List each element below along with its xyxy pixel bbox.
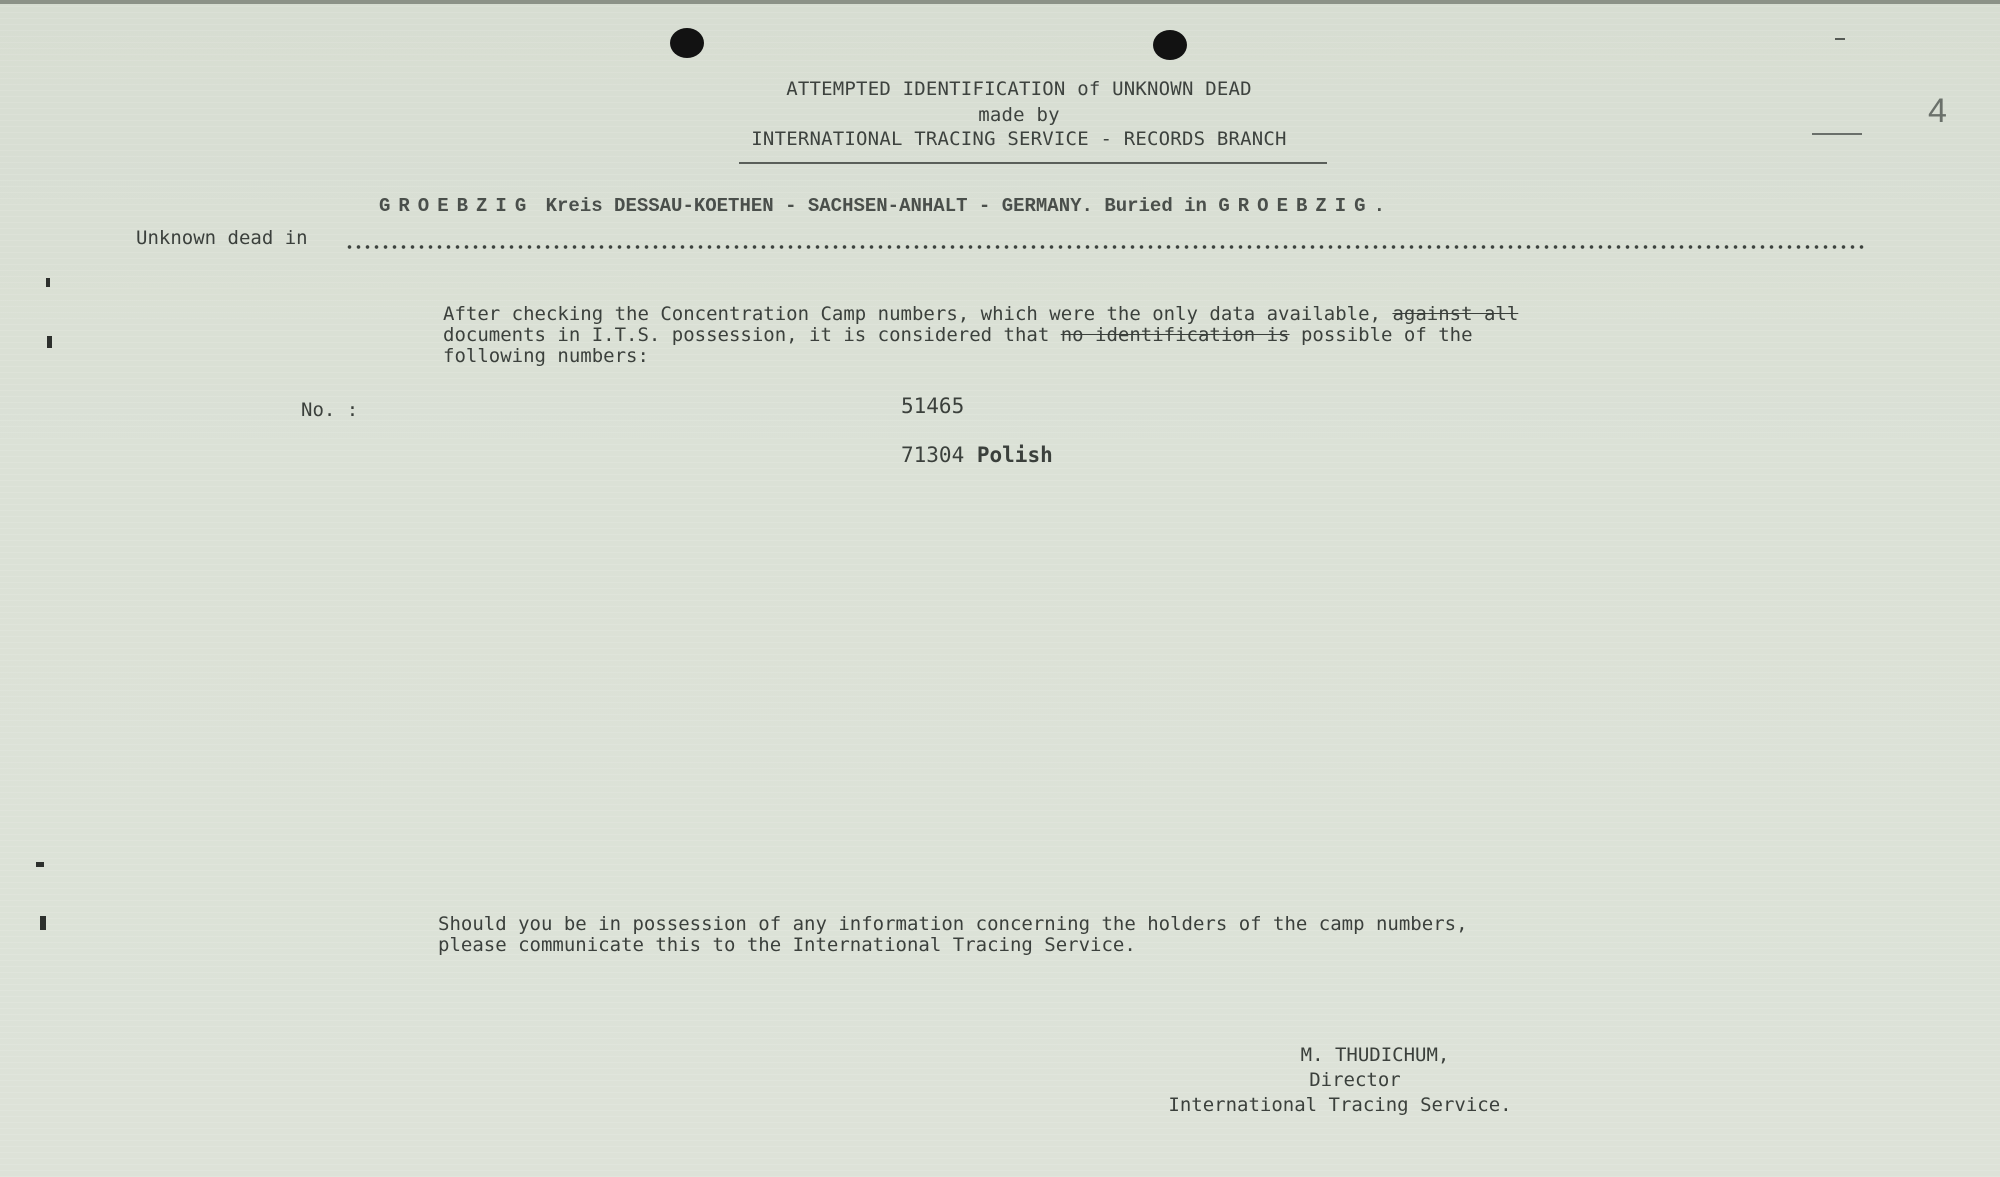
camp-number-value: 51465 — [901, 394, 965, 418]
buried-town-period: . — [1373, 195, 1385, 217]
signatory-name: M. THUDICHUM, — [1300, 1044, 1450, 1066]
nationality-note: Polish — [976, 443, 1053, 467]
paragraph-line-1-struck: against all — [1392, 303, 1519, 325]
margin-mark — [36, 862, 44, 867]
paragraph-line-2 — [443, 325, 1518, 346]
buried-label: Buried in — [1104, 195, 1207, 217]
paragraph-line-2-text: documents in I.T.S. possession, it is considered that — [443, 324, 1050, 346]
punch-hole-left — [670, 28, 704, 58]
margin-mark — [1812, 133, 1862, 135]
closing-line-1: Should you be in possession of any information concerning the holders of the camp numbers, — [438, 913, 1468, 935]
signatory-organization: International Tracing Service. — [1168, 1094, 1512, 1116]
location-town: GROEBZIG — [379, 195, 535, 217]
signature-block — [1145, 1043, 1535, 1118]
camp-number — [901, 443, 1053, 467]
paragraph-line-2-struck: no identification is — [1060, 324, 1290, 346]
page-number: 4 — [1928, 92, 1947, 130]
dotted-fill-line — [345, 244, 1867, 250]
margin-mark — [46, 278, 50, 287]
paragraph-line-1-text: After checking the Concentration Camp numbers, which were the only data available, — [443, 303, 1381, 325]
margin-mark — [47, 336, 52, 348]
paragraph-line-2-end: possible of the — [1300, 324, 1473, 346]
signatory-title: Director — [1309, 1069, 1401, 1091]
buried-town: GROEBZIG — [1218, 195, 1374, 217]
header-organization: INTERNATIONAL TRACING SERVICE - RECORDS BRANCH — [751, 128, 1287, 150]
margin-mark — [1835, 38, 1845, 40]
unknown-dead-label: Unknown dead in — [136, 227, 308, 249]
header-subtitle: made by — [978, 104, 1060, 126]
camp-number-value: 71304 — [901, 443, 965, 467]
header-title: ATTEMPTED IDENTIFICATION of UNKNOWN DEAD — [786, 78, 1252, 100]
location-district: Kreis DESSAU-KOETHEN - SACHSEN-ANHALT - GERMANY. — [545, 195, 1093, 217]
closing-line-2: please communicate this to the International Tracing Service. — [438, 934, 1136, 956]
paper-top-edge — [0, 0, 2000, 4]
closing-paragraph — [438, 914, 1468, 956]
camp-number — [901, 394, 964, 418]
margin-mark — [40, 916, 46, 930]
paragraph-line-1 — [443, 304, 1518, 325]
info-paragraph — [443, 304, 1518, 367]
location-line — [379, 195, 1385, 217]
numbers-label: No. : — [301, 399, 359, 421]
paragraph-line-3: following numbers: — [443, 345, 649, 367]
punch-hole-right — [1153, 30, 1187, 60]
header-underline — [739, 162, 1327, 164]
